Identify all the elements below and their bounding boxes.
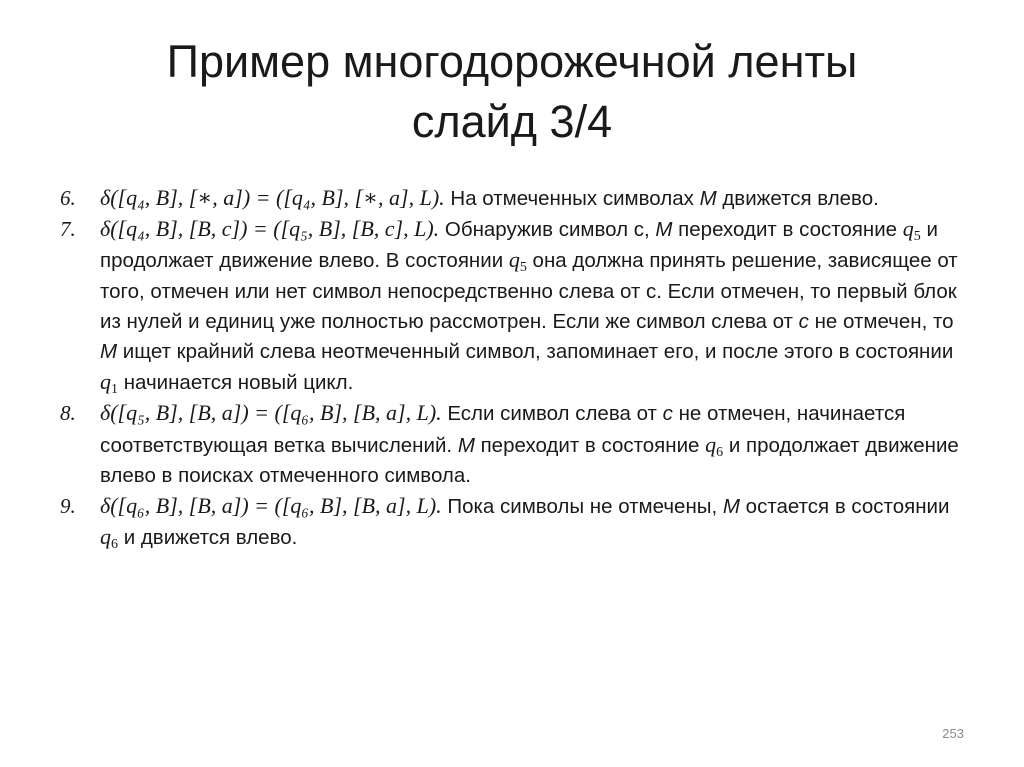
slide-title-line-1: Пример многодорожечной ленты — [166, 36, 858, 87]
item-text: ищет крайний слева неотмеченный символ, запоминает его, и после этого в состоянии — [117, 340, 954, 364]
machine-symbol: M — [100, 340, 118, 364]
machine-symbol: M — [699, 187, 717, 210]
transition-formula: δ([q₅, B], [B, a]) = ([q₆, B], [B, a], L). — [100, 400, 442, 426]
transition-formula: δ([q₄, B], [B, c]) = ([q₅, B], [B, c], L). — [100, 216, 440, 242]
item-text: она должна принять решение, зависящее от того, отмечен или нет символ непосредственно слева от с. Если отмечен, то первый блок из нулей и единиц уже полностью рассмотрен. Если же символ слева от — [100, 249, 958, 333]
item-text: не отмечен, то — [808, 309, 954, 333]
state-symbol: $q_5$ — [508, 247, 527, 276]
slide-title-line-2: слайд 3/4 — [411, 96, 613, 147]
item-text: На отмеченных символах — [444, 187, 700, 210]
transition-list — [60, 183, 970, 553]
machine-symbol: M — [655, 218, 673, 242]
item-number: 9. — [60, 494, 76, 519]
item-text: Пока символы не отмечены, — [441, 495, 723, 519]
page-number: 253 — [942, 726, 964, 741]
item-text: и продолжает движение влево в поисках отмеченного символа. — [100, 433, 959, 487]
list-item — [60, 398, 970, 491]
item-number: 8. — [60, 401, 76, 426]
symbol-c: c — [798, 309, 809, 333]
state-symbol: $q_1$ — [100, 369, 118, 398]
item-text: не отмечен, начинается соответствующая ветка вычислений. — [100, 402, 906, 457]
list-item — [60, 491, 970, 553]
list-item — [60, 183, 970, 214]
transition-formula: δ([q₆, B], [B, a]) = ([q₆, B], [B, a], L). — [100, 493, 442, 519]
item-text: Обнаружив символ с, — [439, 218, 656, 242]
item-text: и продолжает движение влево. В состоянии — [100, 218, 938, 273]
item-text: и движется влево. — [118, 526, 298, 550]
state-symbol: $q_6$ — [705, 431, 724, 460]
item-text: остается в состоянии — [739, 495, 950, 519]
machine-symbol: M — [457, 433, 475, 457]
item-text: переходит в состояние — [474, 433, 706, 457]
item-text: движется влево. — [716, 187, 879, 210]
item-number: 7. — [60, 217, 76, 242]
state-symbol: $q_6$ — [100, 524, 118, 553]
item-text: Если символ слева от — [441, 402, 663, 426]
list-item — [60, 214, 970, 398]
symbol-c: c — [662, 402, 673, 426]
slide-title — [60, 32, 964, 152]
state-symbol: $q_5$ — [902, 216, 921, 245]
transition-formula: δ([q₄, B], [∗, a]) = ([q₄, B], [∗, a], L). — [100, 185, 445, 210]
item-number: 6. — [60, 186, 76, 210]
item-text: начинается новый цикл. — [118, 371, 354, 395]
machine-symbol: M — [722, 495, 740, 519]
item-text: переходит в состояние — [672, 218, 903, 242]
